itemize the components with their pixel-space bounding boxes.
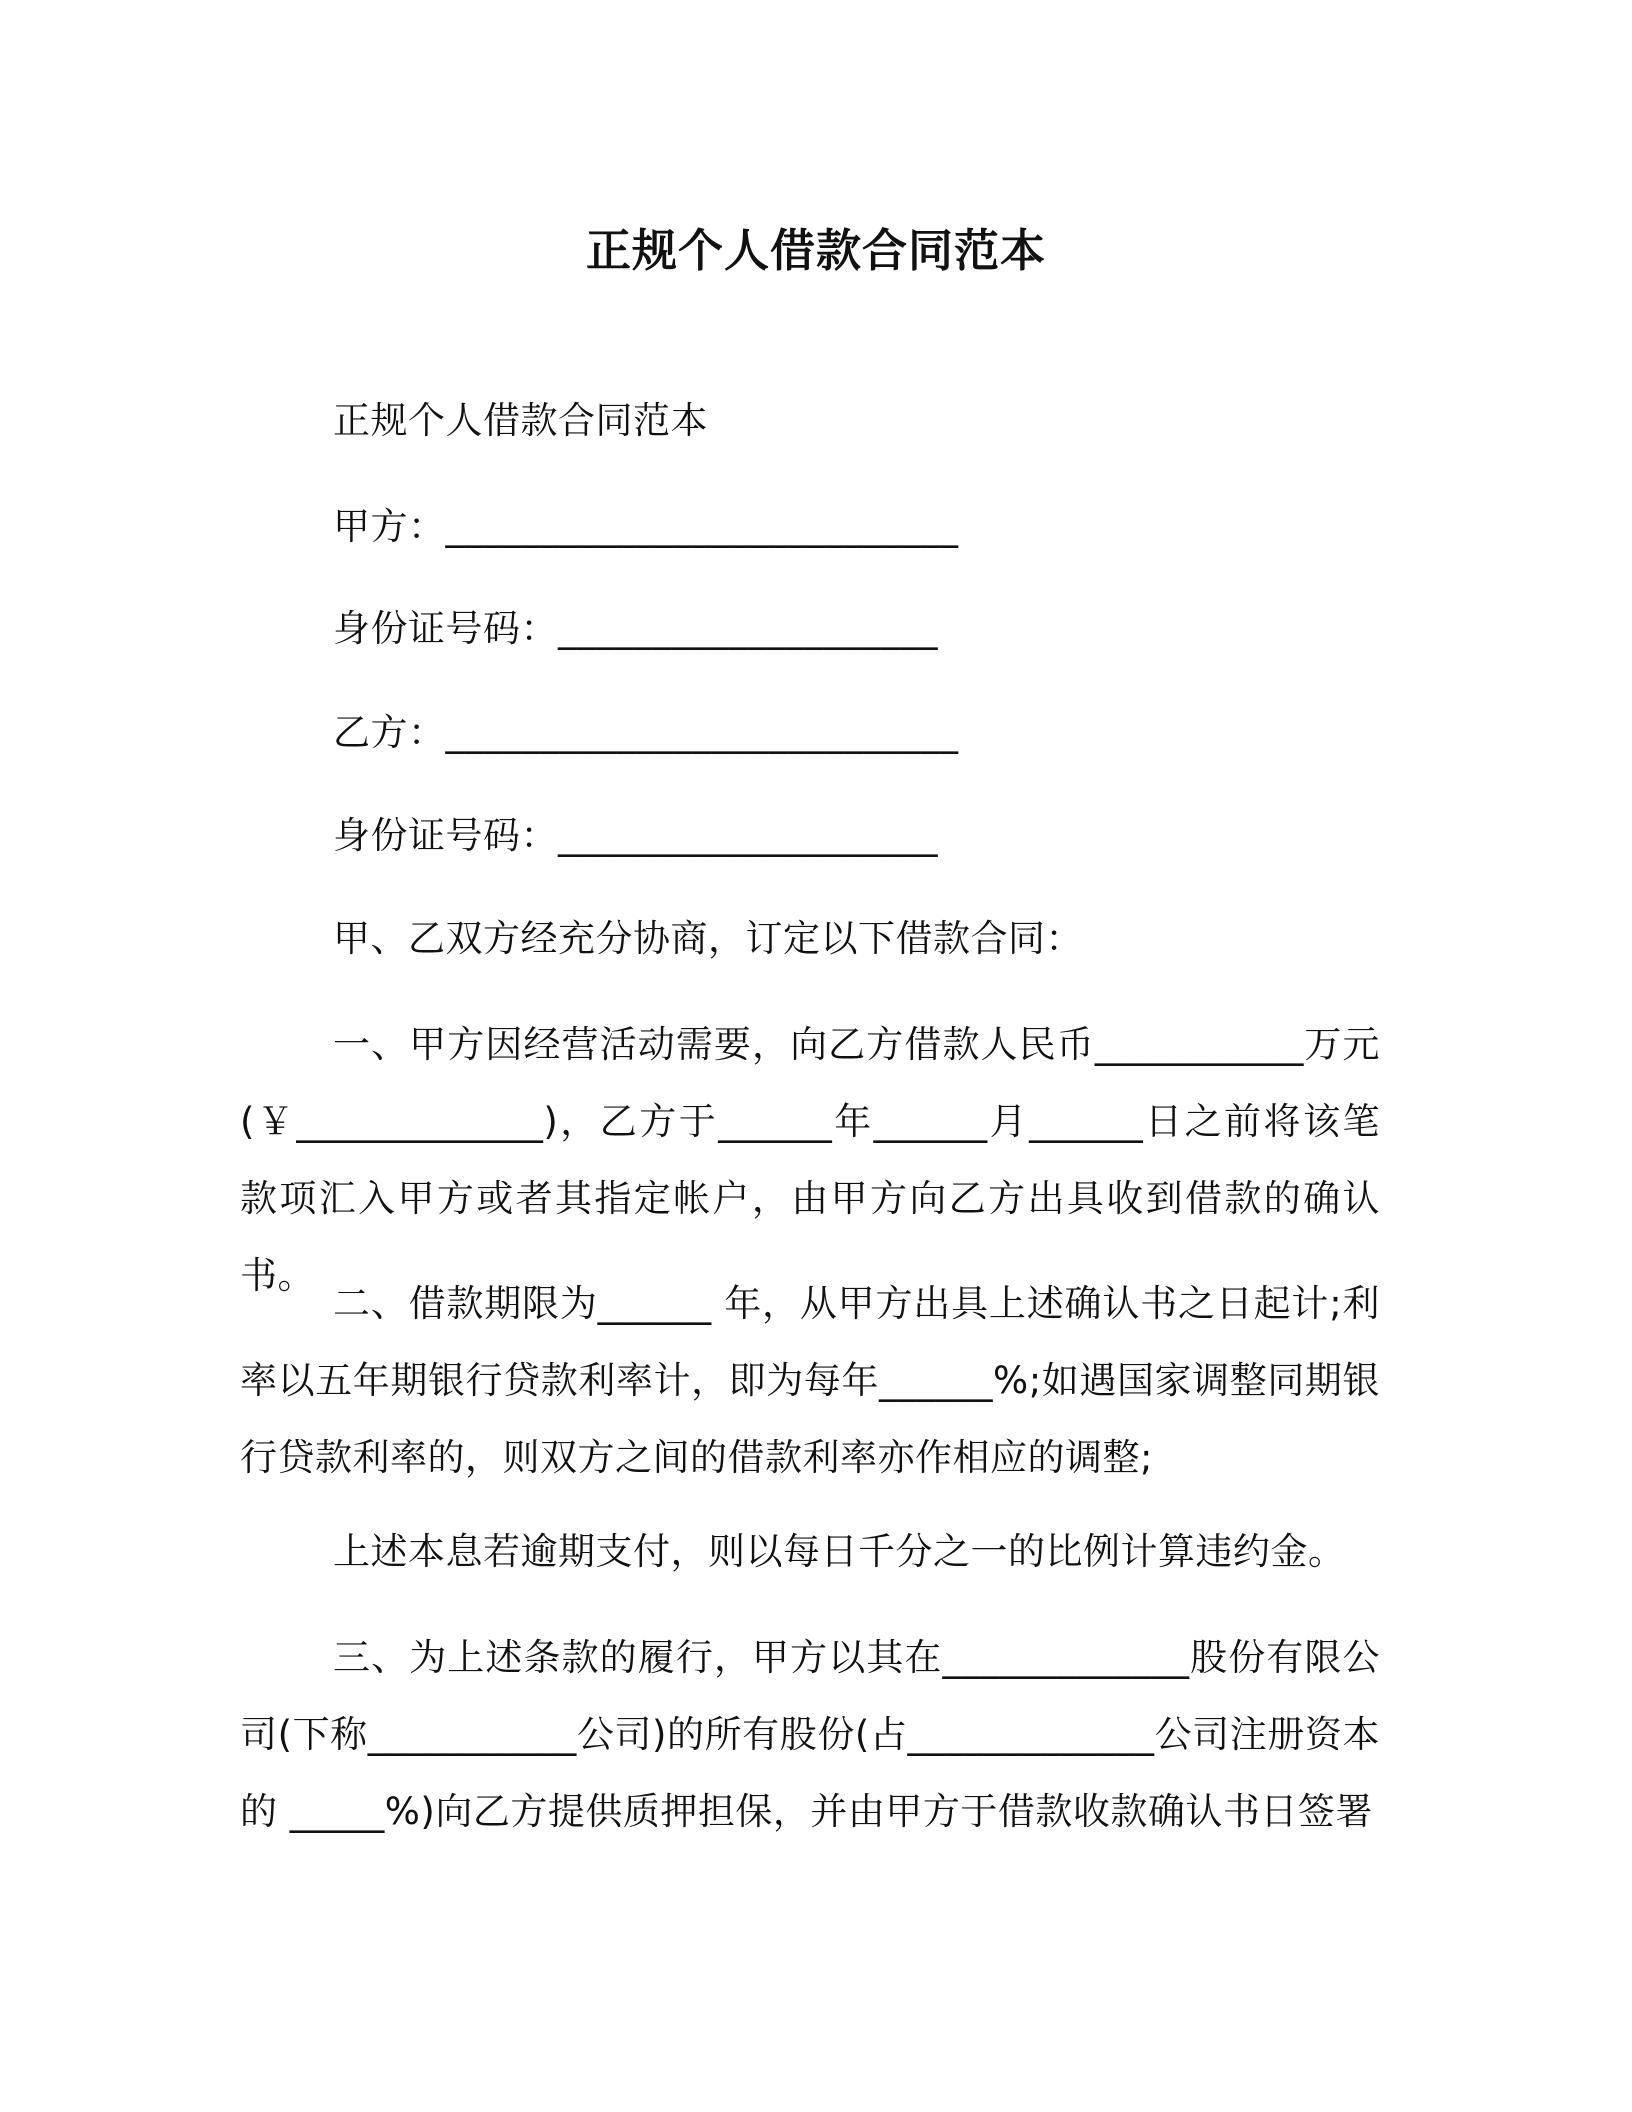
document-title: 正规个人借款合同范本 xyxy=(585,224,1046,277)
intro-paragraph: 甲、乙双方经充分协商，订定以下借款合同： xyxy=(333,917,1083,960)
party-b-id-line: 身份证号码：____________________ xyxy=(333,814,938,857)
penalty-paragraph: 上述本息若逾期支付，则以每日千分之一的比例计算违约金。 xyxy=(333,1530,1346,1573)
clause-2-paragraph: 二、借款期限为______ 年，从甲方出具上述确认书之日起计;利率以五年期银行贷款利率计，即为每年______%;如遇国家调整同期银行贷款利率的，则双方之间的借款利率亦作相应的调整; xyxy=(240,1282,1380,1479)
party-a-line: 甲方：___________________________ xyxy=(333,505,959,548)
clause-3-paragraph: 三、为上述条款的履行，甲方以其在_____________股份有限公司(下称___________公司)的所有股份(占_____________公司注册资本的 _____%)向乙方提供质押担保，并由甲方于借款收款确认书日签署 xyxy=(240,1636,1380,1833)
party-b-line: 乙方：___________________________ xyxy=(333,711,959,754)
clause-1-paragraph: 一、甲方因经营活动需要，向乙方借款人民币___________万元(￥_____________)，乙方于______年______月______日之前将该笔款项汇入甲方或者其指定帐户，由甲方向乙方出具收到借款的确认书。 xyxy=(240,1023,1380,1297)
document-subtitle: 正规个人借款合同范本 xyxy=(333,399,708,442)
party-a-id-line: 身份证号码：____________________ xyxy=(333,607,938,650)
